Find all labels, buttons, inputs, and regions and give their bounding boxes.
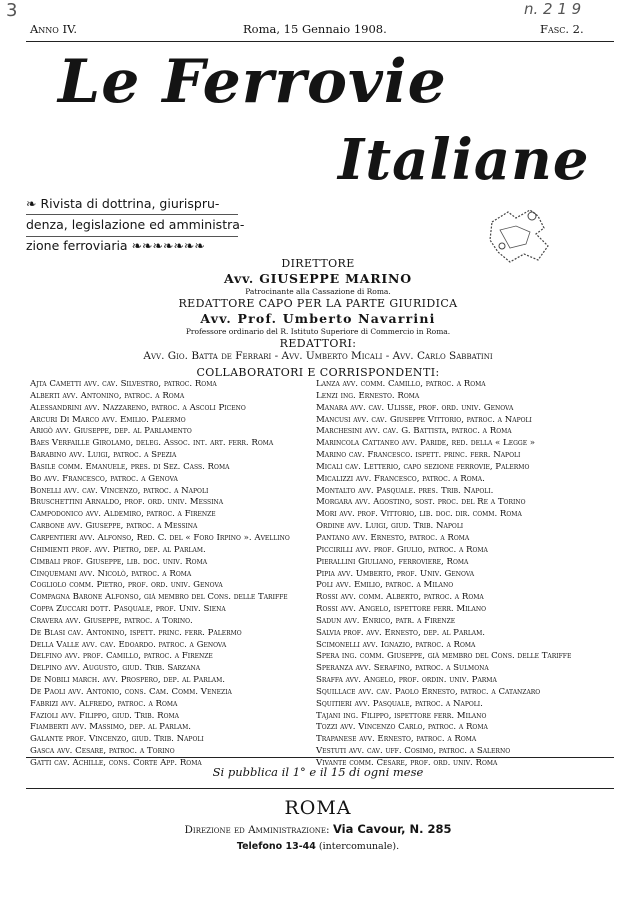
- collaborator-entry: Pantano avv. Ernesto, patroc. a Roma: [316, 532, 470, 543]
- collaborator-entry: Sraffa avv. Angelo, prof. ordin. univ. Parma: [316, 675, 497, 686]
- collaborator-entry: Galante prof. Vincenzo, giud. Trib. Napoli: [30, 734, 204, 745]
- journal-title-line1: Le Ferrovie: [58, 47, 447, 117]
- collaborator-entry: Salvia prof. avv. Ernesto, dep. al Parlam.: [316, 627, 486, 638]
- telephone-number: Telefono 13-44: [236, 841, 316, 852]
- collaborator-entry: Fazioli avv. Filippo, giud. Trib. Roma: [30, 710, 179, 721]
- collaborator-entry: Coppa Zuccari dott. Pasquale, prof. Univ. Siena: [30, 604, 226, 615]
- collaborator-entry: Lenzi ing. Ernesto. Roma: [316, 390, 420, 401]
- collaborator-entry: Gasca avv. Cesare, patroc. a Torino: [30, 746, 175, 757]
- collaborator-entry: Micalizzi avv. Francesco, patroc. a Roma.: [316, 473, 485, 484]
- collaborator-entry: Tozzi avv. Vincenzo Carlo, patroc. a Roma: [316, 722, 488, 733]
- collaborator-entry: Della Valle avv. cav. Edoardo. patroc. a Genova: [30, 639, 227, 650]
- direction-street: Via Cavour, N. 285: [332, 822, 452, 836]
- direction-label: Direzione ed Amministrazione:: [184, 824, 330, 836]
- subtitle-line: zione ferroviaria ❧❧❧❧❧❧❧: [26, 238, 205, 253]
- collaboratori-label: COLLABORATORI E CORRISPONDENTI:: [196, 366, 440, 379]
- collaborator-entry: Rossi avv. Angelo, ispettore ferr. Milano: [316, 604, 487, 615]
- collaborator-entry: Montalto avv. Pasquale. pres. Trib. Napoli.: [316, 485, 494, 496]
- collaborator-entry: Carpentieri avv. Alfonso, Red. C. del « Foro Irpino ». Avellino: [30, 532, 290, 543]
- collaborator-entry: Pipia avv. Umberto, prof. Univ. Genova: [316, 568, 475, 579]
- volume-number: Anno IV.: [30, 22, 78, 36]
- subtitle-divider: [26, 236, 238, 237]
- collaboratori-left-column: [30, 379, 316, 770]
- collaborator-entry: Delfino avv. prof. Camillo, patroc. a Firenze: [30, 651, 213, 662]
- collaborator-entry: Tajani ing. Filippo, ispettore ferr. Milano: [316, 710, 487, 721]
- collaborator-entry: De Blasi cav. Antonino, ispett. princ. ferr. Palermo: [30, 627, 242, 638]
- collaborator-entry: Basile comm. Emanuele, pres. di Sez. Cass. Roma: [30, 461, 230, 472]
- issue-fascicle: Fasc. 2.: [540, 22, 584, 36]
- collaborator-entry: Trapanese avv. Ernesto, patroc. a Roma: [316, 734, 477, 745]
- handwritten-catalog-note: n. 2 1 9: [524, 0, 582, 18]
- collaborator-entry: Campodonico avv. Aldemiro, patroc. a Firenze: [30, 509, 216, 520]
- subtitle-divider: [26, 214, 238, 215]
- collaborator-entry: Barabino avv. Luigi, patroc. a Spezia: [30, 450, 177, 461]
- collaborator-entry: Speranza avv. Serafino, patroc. a Sulmona: [316, 663, 489, 674]
- collaborator-entry: Vivante comm. Cesare, prof. ord. univ. Roma: [316, 758, 498, 768]
- collaborator-entry: Lanza avv. comm. Camillo, patroc. a Roma: [316, 379, 486, 389]
- collaborator-entry: Bonelli avv. cav. Vincenzo, patroc. a Napoli: [30, 485, 209, 496]
- collaborator-entry: Rossi avv. comm. Alberto, patroc. a Roma: [316, 592, 484, 603]
- redattore-capo-note: Professore ordinario del R. Istituto Superiore di Commercio in Roma.: [185, 327, 451, 336]
- collaborator-entry: Marchesini avv. cav. G. Battista, patroc. a Roma: [316, 426, 512, 437]
- subtitle-line: denza, legislazione ed amministra-: [26, 217, 245, 232]
- redattore-capo-label: REDATTORE CAPO PER LA PARTE GIURIDICA: [178, 297, 458, 310]
- collaborator-entry: Vestuti avv. cav. uff. Cosimo, patroc. a Salerno: [316, 746, 511, 757]
- collaborator-entry: Alessandrini avv. Nazzareno, patroc. a Ascoli Piceno: [30, 402, 246, 413]
- direction-address: [0, 822, 636, 836]
- subtitle-line: ❧ Rivista di dottrina, giurispru-: [26, 196, 220, 211]
- collaborator-entry: Cinquemani avv. Nicolò, patroc. a Roma: [30, 568, 192, 579]
- collaborator-entry: Ordine avv. Luigi, giud. Trib. Napoli: [316, 521, 464, 532]
- collaborator-entry: Micali cav. Letterio, capo sezione ferrovie, Palermo: [316, 461, 530, 472]
- publication-frequency: Si pubblica il 1° e il 15 di ogni mese: [212, 765, 424, 779]
- collaborator-entry: Ajta Cametti avv. cav. Silvestro, patroc. Roma: [30, 379, 217, 389]
- collaborator-entry: Mancusi avv. cav. Giuseppe Vittorio, patroc. a Napoli: [316, 414, 532, 425]
- collaborator-entry: Poli avv. Emilio, patroc. a Milano: [316, 580, 454, 591]
- collaborator-entry: Carbone avv. Giuseppe, patroc. a Messina: [30, 521, 198, 532]
- city-name: ROMA: [284, 797, 352, 819]
- redattori-label: REDATTORI:: [279, 337, 357, 350]
- collaborator-entry: Cravera avv. Giuseppe, patroc. a Torino.: [30, 615, 193, 626]
- collaborator-entry: Mori avv. prof. Vittorio, lib. doc. dir. comm. Roma: [316, 509, 522, 520]
- collaborator-entry: Fiamberti avv. Massimo, dep. al Parlam.: [30, 722, 191, 733]
- list-end-rule: [26, 757, 614, 758]
- collaborator-entry: Squillace avv. cav. Paolo Ernesto, patroc. a Catanzaro: [316, 686, 541, 697]
- telephone-line: [0, 841, 636, 852]
- footer-rule: [26, 788, 614, 789]
- collaboratori-right-column: [316, 379, 616, 770]
- collaborator-entry: Marincola Cattaneo avv. Paride, red. della « Legge »: [316, 438, 536, 449]
- collaborator-entry: Pierallini Giuliano, ferroviere, Roma: [316, 556, 469, 567]
- collaborator-entry: Manara avv. cav. Ulisse, prof. ord. univ. Genova: [316, 402, 514, 413]
- collaborator-entry: Marino cav. Francesco. ispett. princ. ferr. Napoli: [316, 450, 521, 461]
- journal-subtitle: [26, 193, 256, 256]
- collaborator-entry: Cimbali prof. Giuseppe, lib. doc. univ. Roma: [30, 556, 208, 567]
- collaborator-entry: Bo avv. Francesco, patroc. a Genova: [30, 473, 178, 484]
- collaborator-entry: Sadun avv. Enrico, patr. a Firenze: [316, 615, 456, 626]
- collaborator-entry: Compagna Barone Alfonso, già membro del Cons. delle Tariffe: [30, 592, 288, 603]
- direttore-label: DIRETTORE: [281, 257, 355, 270]
- redattore-capo-name: Avv. Prof. Umberto Navarrini: [200, 311, 436, 326]
- collaborator-entry: Delpino avv. Augusto, giud. Trib. Sarzana: [30, 663, 201, 674]
- collaborator-entry: Spera ing. comm. Giuseppe, già membro del Cons. delle Tariffe: [316, 651, 572, 662]
- collaborator-entry: Arigò avv. Giuseppe, dep. al Parlamento: [30, 426, 192, 437]
- handwritten-corner-mark: 3: [6, 0, 18, 21]
- collaborator-entry: Gatti cav. Achille, cons. Corte App. Roma: [30, 758, 202, 768]
- redattori-names: Avv. Gio. Batta de Ferrari - Avv. Umberto Micali - Avv. Carlo Sabbatini: [143, 350, 493, 362]
- collaborator-entry: Scimonelli avv. Ignazio, patroc. a Roma: [316, 639, 476, 650]
- collaborator-entry: Bruschettini Arnaldo, prof. ord. univ. Messina: [30, 497, 224, 508]
- collaborator-entry: Piccirilli avv. prof. Giulio, patroc. a Roma: [316, 544, 488, 555]
- direttore-name: Avv. GIUSEPPE MARINO: [224, 271, 412, 286]
- collaborator-entry: Chimienti prof. avv. Pietro, dep. al Parlam.: [30, 544, 206, 555]
- collaborator-entry: Cogliolo comm. Pietro, prof. ord. univ. Genova: [30, 580, 223, 591]
- masthead-rule: [26, 41, 614, 42]
- telephone-note: (intercomunale).: [318, 841, 400, 852]
- collaborator-entry: Baes Verfaille Girolamo, deleg. Assoc. int. art. ferr. Roma: [30, 438, 274, 449]
- journal-title-line2: Italiane: [338, 127, 590, 193]
- issue-date: Roma, 15 Gennaio 1908.: [243, 22, 387, 36]
- collaborator-entry: Fabrizi avv. Alfredo, patroc. a Roma: [30, 698, 178, 709]
- direttore-note: Patrocinante alla Cassazione di Roma.: [245, 287, 391, 296]
- masthead-top-line: [0, 22, 636, 36]
- collaborator-entry: Morgara avv. Agostino, sost. proc. del Re a Torino: [316, 497, 526, 508]
- collaborator-entry: Arcuri Di Marco avv. Emilio. Palermo: [30, 414, 186, 425]
- collaborator-entry: Alberti avv. Antonino, patroc. a Roma: [30, 390, 185, 401]
- collaborator-entry: Squitieri avv. Pasquale, patroc. a Napoli.: [316, 698, 483, 709]
- collaborator-entry: De Nobili march. avv. Prospero, dep. al Parlam.: [30, 675, 225, 686]
- collaborator-entry: De Paoli avv. Antonio, cons. Cam. Comm. Venezia: [30, 686, 232, 697]
